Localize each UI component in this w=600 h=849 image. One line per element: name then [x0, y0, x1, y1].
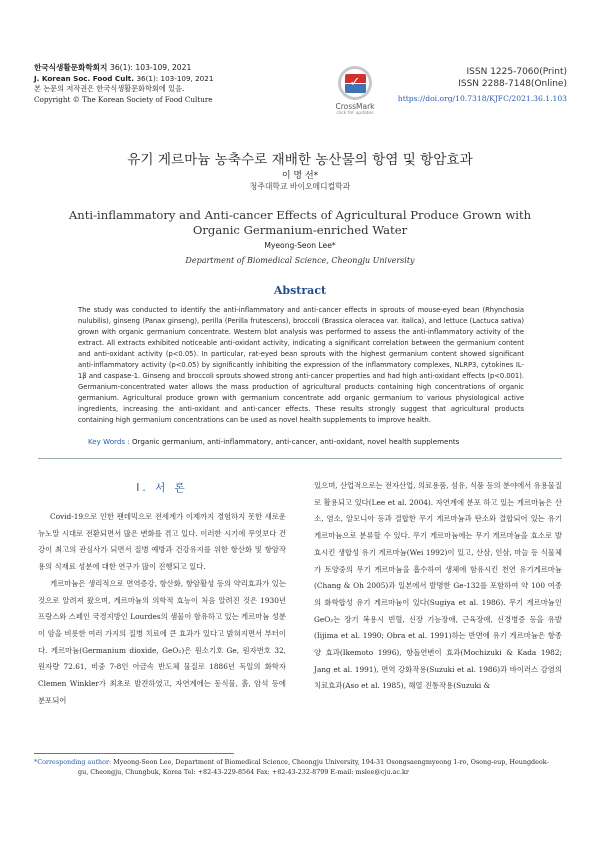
paper-title-en-line1: Anti-inflammatory and Anti-cancer Effects of Agricultural Produce Grown with [68, 208, 532, 222]
keywords-label: Key Words : [88, 437, 130, 446]
journal-title-ko [34, 63, 274, 74]
body-column-left [38, 509, 286, 709]
crossmark-label: CrossMark [335, 102, 375, 111]
paper-title-ko: 유기 게르마늄 농축수로 재배한 농산물의 항염 및 항암효과 [127, 152, 473, 168]
author-en: Myeong-Seon Lee* [264, 241, 336, 250]
footnote-line1: Myeong-Seon Lee, Department of Biomedical Science, Cheongju University, 194-31 Osongsaengmyeong 1-ro, Osong-eup, Heungdeok- [113, 758, 549, 766]
corresponding-author-footnote [34, 757, 564, 777]
author-ko: 이 명 선* [281, 171, 319, 181]
doi-link[interactable]: https://doi.org/10.7318/KJFC/2021.36.1.103 [397, 94, 567, 103]
journal-name-ko: 한국식생활문화학회지 [34, 63, 108, 72]
keywords-text: Organic germanium, anti-inflammatory, anti-cancer, anti-oxidant, novel health supplements [131, 437, 460, 446]
footnote-divider [34, 753, 234, 754]
journal-name-en: J. Korean Soc. Food Cult. [34, 73, 134, 83]
paper-title-en-line2: Organic Germanium-enriched Water [192, 223, 408, 237]
issn-block [387, 66, 567, 105]
section-divider [38, 458, 562, 459]
paragraph: 있으며, 산업적으로는 전자산업, 의료용품, 섬유, 식품 등의 분야에서 유용물질로 활용되고 있다(Lee et al. 2004). 자연계에 분포 하고 있는 게르마늄은 산소, 염소, 알모니아 등과 결합한 무기 게르마늄과 탄소와 결합되어 있는 유기 게르마늄으로 분류할 수 있다. 무기 게르마늄에는 무기 게르마늄을 효소로 발효시킨 생합성 유기 게르마늄(Wei 1992)이 있고, 산삼, 인삼, 마늘 등 식물체가 토양중의 무기 게르마늄을 흡수하여 생체에 함유시킨 천연 유기게르마늄(Chang & Oh 2005)과 일본에서 발명한 Ge-132를 포함하여 약 100 여종의 화학합성 유기 게르마늄이 있다(Sugiya et al. 1986). 무기 게르마늄인 GeO₂는 장기 복용시 빈혈, 신장 기능장애, 근육장애, 신경병증 등을 유발(Iijima et al. 1990; Obra et al. 1991)하는 반면에 유기 게르마늄은 항종양 효과(Ikemoto 1996), 항돌연변이 효과(Mochizuki & Kada 1982; Jang et al. 1991), 면역 강화작용(Suzuki et al. 1986)과 바이러스 감염의 치료효과(Aso et al. 1985), 해열 진통작용(Suzuki & [314, 481, 562, 691]
crossmark-badge[interactable] [329, 66, 381, 116]
crossmark-icon: ✓ [338, 66, 372, 100]
abstract-heading: Abstract [273, 284, 327, 297]
copyright-ko: 본 논문의 저작권은 한국식생활문화학회에 있음. [34, 84, 185, 93]
footnote-label: *Corresponding author: [34, 758, 112, 766]
journal-volume-ko: 36(1): 103-109, 2021 [110, 63, 192, 72]
crossmark-sub: click for updates [336, 111, 374, 116]
paper-title-en [60, 208, 540, 238]
journal-volume-en: 36(1): 103-109, 2021 [136, 73, 214, 83]
issn-online: ISSN 2288-7148(Online) [458, 79, 567, 89]
keywords [88, 437, 528, 446]
copyright-en: Copyright © The Korean Society of Food Culture [34, 94, 213, 104]
abstract-text: The study was conducted to identify the anti-inflammatory and anti-cancer effects in sprouts of mouse-eyed bean (Rhynchosia nulubilis), ginseng (Panax ginseng), perilla (Perilla frutescens), broccoli (Brassica oleracea var. italica), and lettuce (Lactuca sativa) grown with organic germanium concentrate. Western blot analysis was performed to assess the anti-inflammatory activity of the extract. All extracts exhibited noticeable anti-oxidant activity, indicating a significant correlation between the germanium content and anti-oxidant activity (p<0.05). In particular, rat-eyed bean sprouts with the highest germanium content showed significant anti-inflammatory activity (p<0.05) by significantly inhibiting the expression of the inflammatory complexes, NLRP3, cytokines IL-1β and caspase-1. Ginseng and broccoli sprouts showed strong anti-cancer properties and had high anti-oxidant effects (p<0.001). Germanium-concentrated water allows the mass production of agricultural products containing high concentrations of organic germanium. Agricultural produce grown with germanium concentrate add organic germanium to various physiological active ingredients, increasing the anti-oxidant and anti-cancer effects. These results strongly suggest that agricultural products containing high germanium concentrations can be used as novel health supplements to improve health. [78, 306, 524, 424]
section-heading-introduction: I. 서 론 [136, 482, 188, 494]
affiliation-ko: 청주대학교 바이오메디컬학과 [249, 182, 351, 191]
journal-title-en [34, 74, 274, 85]
affiliation-en: Department of Biomedical Science, Cheongju University [185, 256, 415, 265]
body-column-right [314, 478, 562, 695]
footnote-line2: gu, Cheongju, Chungbuk, Korea Tel: +82-43-229-8564 Fax: +82-43-232-8799 E-mail: mslee@cju.ac.kr [78, 768, 409, 776]
paragraph: Covid-19으로 인한 팬데믹으로 전세계가 이제까지 경험하지 못한 새로운 뉴노말 시대로 전환되면서 많은 변화를 겪고 있다. 이러한 시기에 무엇보다 건강이 최고의 관심사가 되면서 질병 예방과 건강유지를 위한 항산화 및 항암작용의 식재료 성분에 대한 연구가 많이 진행되고 있다. [38, 512, 286, 572]
journal-header [34, 63, 274, 105]
issn-print: ISSN 1225-7060(Print) [466, 67, 567, 77]
paragraph: 게르마늄은 생리적으로 면역증강, 항산화, 항암활성 등의 약리효과가 있는 것으로 알려져 왔으며, 게르마늄의 의학적 효능이 처음 알려진 것은 1930년 프랑스와 스페인 국경지방인 Lourdes의 샘물이 함유하고 있는 게르마늄 성분이 암을 비롯한 여러 가지의 질병 치료에 큰 효과가 있다고 밝혀지면서 부터이다. 게르마늄(Germanium dioxide, GeO₂)은 원소기호 Ge, 원자번호 32, 원자량 72.61, 비중 7-8인 아금속 반도체 물질로 1886년 독일의 화학자 Clemen Winkler가 최초로 발견하였고, 자연계에는 동식물, 흙, 암석 등에 분포되어 [38, 578, 286, 705]
